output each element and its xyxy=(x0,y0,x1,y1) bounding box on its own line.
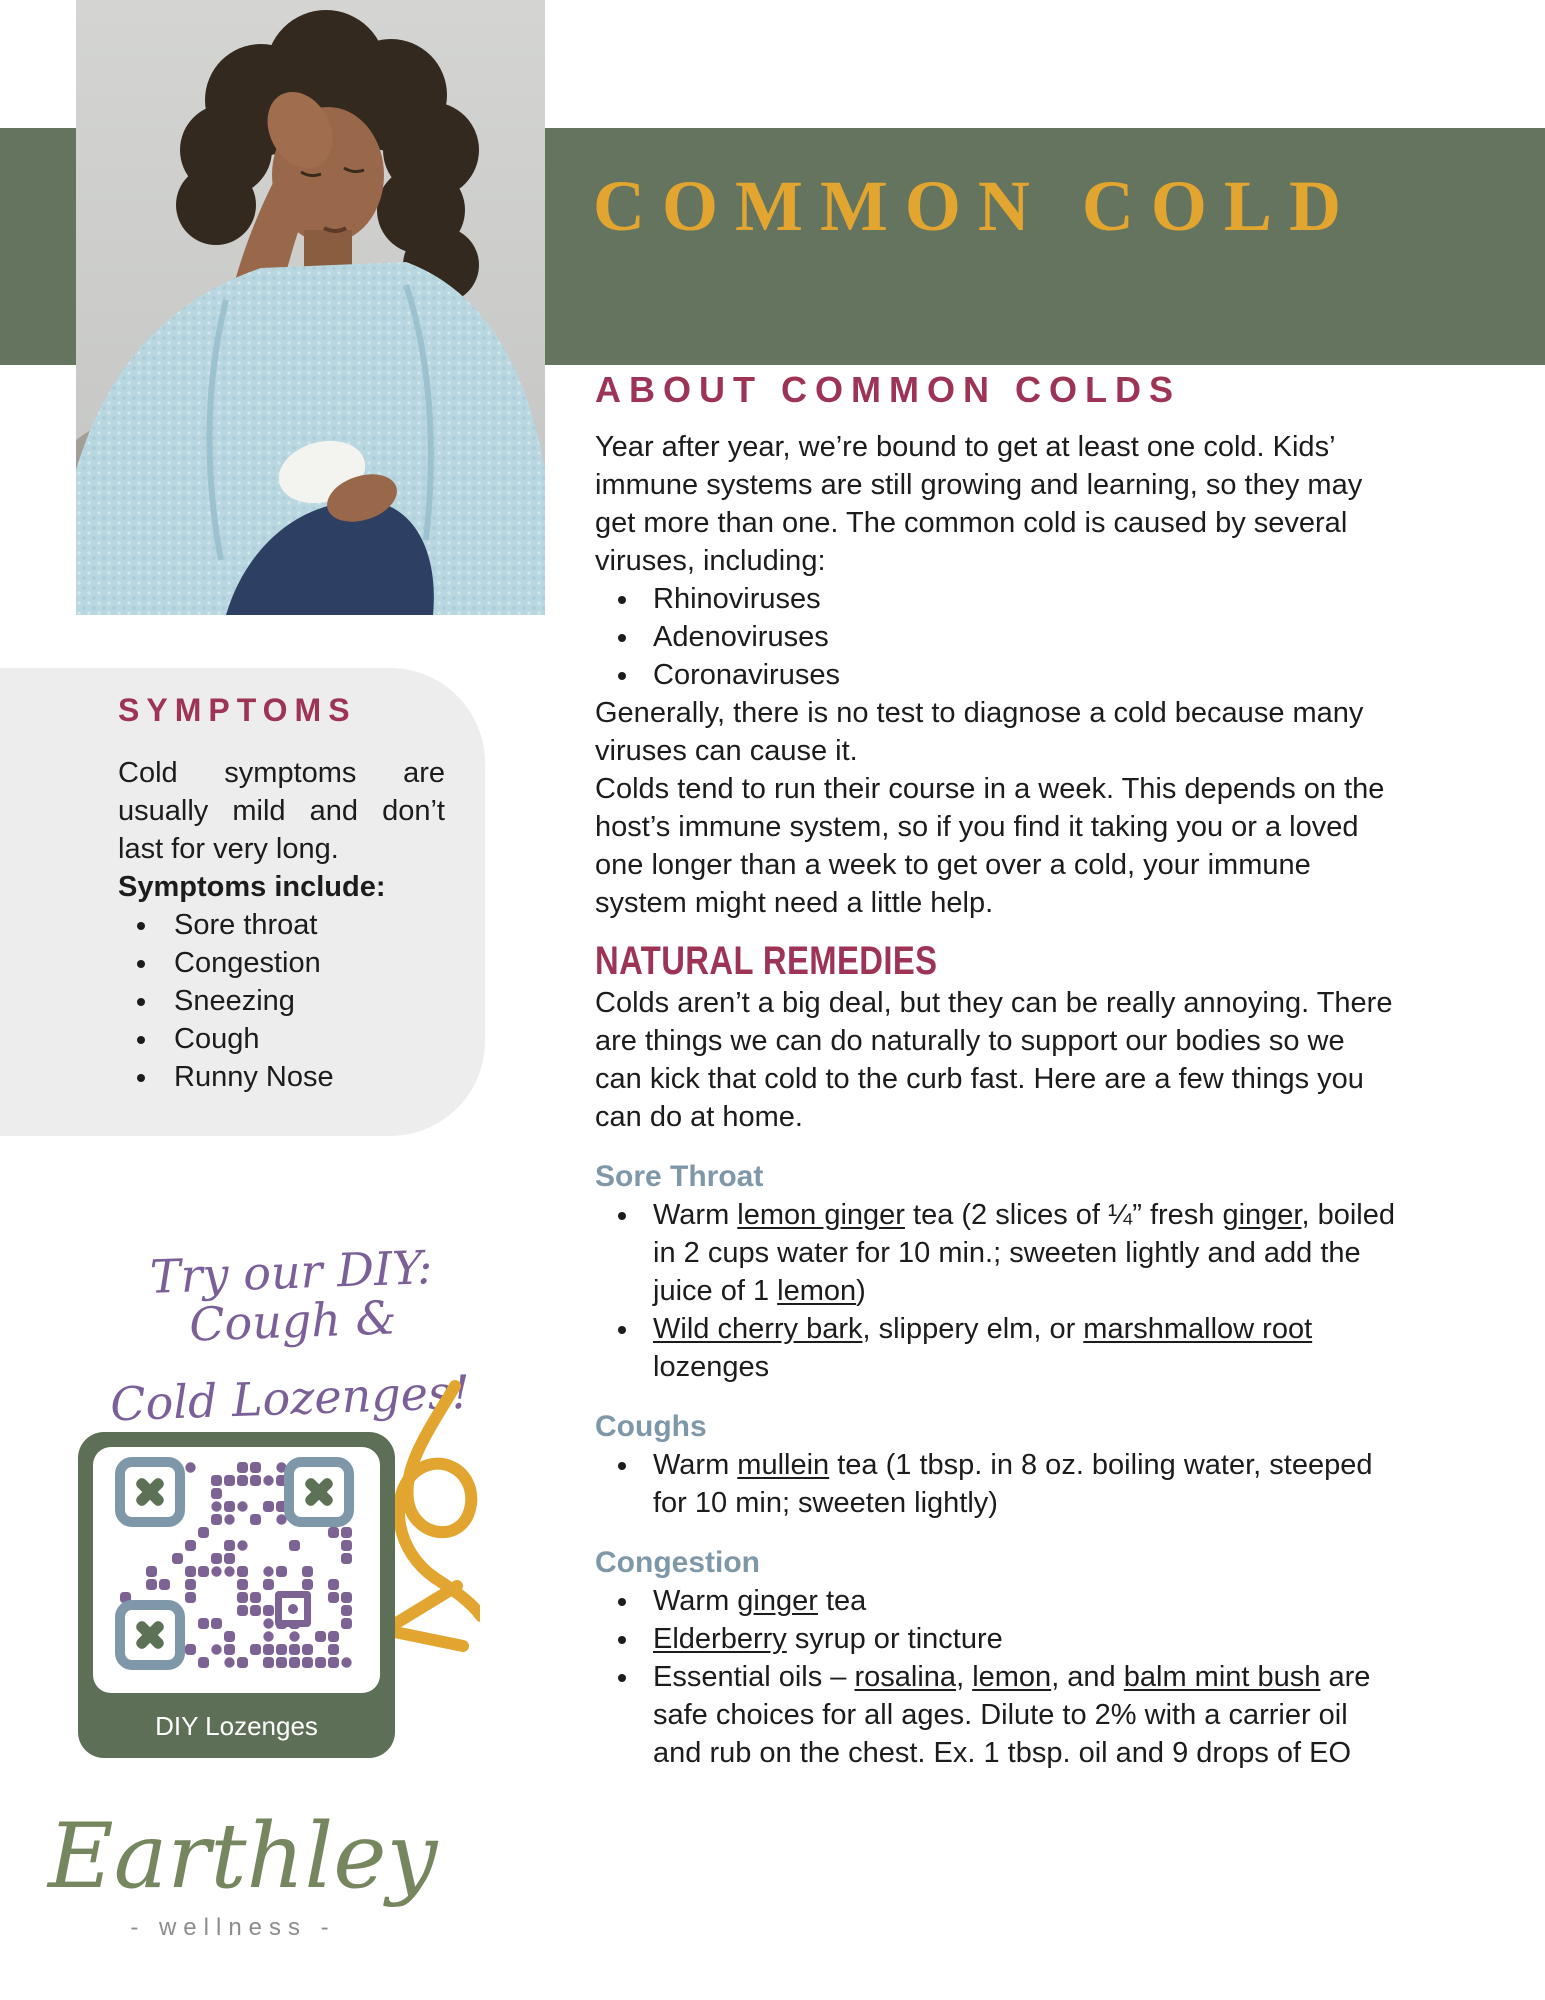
remedy-subheading: Coughs xyxy=(595,1410,707,1443)
plain-text: Essential oils – xyxy=(653,1661,855,1693)
qr-code xyxy=(93,1447,380,1693)
about-para2: Generally, there is no test to diagnose a cold because many viruses can cause it. xyxy=(595,697,1364,767)
remedy-sections xyxy=(595,1158,1395,1772)
diy-callout-line1: Try our DIY: Cough & xyxy=(149,1240,434,1352)
plain-text: , boiled in 2 cups water for 10 min.; sweeten lightly and add the juice of 1 xyxy=(653,1199,1395,1307)
about-intro: Year after year, we’re bound to get at least one cold. Kids’ immune systems are still growing and learning, so they may get more than one. The common cold is caused by several viruses, including: xyxy=(595,431,1363,577)
symptom-item: • Cough xyxy=(160,1020,445,1058)
symptoms-panel xyxy=(0,668,485,1136)
about-heading: ABOUT COMMON COLDS xyxy=(595,369,1181,410)
remedy-list xyxy=(595,1196,1395,1386)
symptom-item: • Congestion xyxy=(160,944,445,982)
qr-card xyxy=(78,1432,395,1758)
remedy-item xyxy=(641,1310,1395,1386)
qr-code-frame xyxy=(93,1447,380,1693)
plain-text: , xyxy=(956,1661,973,1693)
inline-link[interactable]: rosalina xyxy=(854,1661,957,1693)
inline-link[interactable]: mullein xyxy=(737,1449,830,1481)
remedy-subheading: Sore Throat xyxy=(595,1160,764,1193)
plain-text: , and xyxy=(1051,1661,1124,1693)
plain-text: Warm xyxy=(653,1449,738,1481)
symptom-item: • Sneezing xyxy=(160,982,445,1020)
plain-text: , slippery elm, or xyxy=(862,1313,1084,1345)
symptom-item: • Runny Nose xyxy=(160,1058,445,1096)
remedy-item xyxy=(641,1620,1395,1658)
symptom-item: • Sore throat xyxy=(160,906,445,944)
inline-link[interactable]: marshmallow root xyxy=(1083,1313,1313,1345)
remedy-list xyxy=(595,1582,1395,1772)
symptoms-heading: SYMPTOMS xyxy=(118,692,357,728)
page-title: COMMON COLD xyxy=(593,166,1358,246)
symptom-list xyxy=(118,906,445,1096)
virus-list xyxy=(595,580,1395,694)
plain-text: tea xyxy=(817,1585,867,1617)
sick-woman-photo xyxy=(76,0,545,615)
qr-caption: DIY Lozenges xyxy=(155,1711,318,1741)
inline-link[interactable]: Wild cherry bark xyxy=(653,1313,863,1345)
photo-illustration xyxy=(76,0,545,615)
plain-text: ) xyxy=(856,1275,866,1307)
symptoms-include-label: Symptoms include: xyxy=(118,871,386,903)
inline-link[interactable]: Elderberry xyxy=(653,1623,787,1655)
plain-text: tea (1 tbsp. in 8 oz. boiling water, steeped for 10 min; sweeten lightly) xyxy=(653,1449,1373,1519)
remedy-list xyxy=(595,1446,1395,1522)
remedy-item xyxy=(641,1582,1395,1620)
main-column xyxy=(595,368,1395,1772)
plain-text: lozenges xyxy=(653,1351,770,1383)
virus-item: • Coronaviruses xyxy=(641,656,1395,694)
remedy-subheading: Congestion xyxy=(595,1546,760,1579)
inline-link[interactable]: ginger xyxy=(737,1585,818,1617)
diy-callout-line2: Cold Lozenges! xyxy=(109,1364,471,1431)
plain-text: Warm xyxy=(653,1199,738,1231)
inline-link[interactable]: ginger xyxy=(1222,1199,1302,1231)
virus-item: • Adenoviruses xyxy=(641,618,1395,656)
remedy-item xyxy=(641,1446,1395,1522)
logo-tagline: - wellness - xyxy=(130,1914,336,1941)
remedies-intro: Colds aren’t a big deal, but they can be really annoying. There are things we can do naturally to support our bodies so we can kick that cold to the curb fast. Here are a few things you can do at home. xyxy=(595,987,1393,1133)
symptoms-intro: Cold symptoms are usually mild and don’t last for very long. xyxy=(118,757,445,865)
virus-item: • Rhinoviruses xyxy=(641,580,1395,618)
inline-link[interactable]: balm mint bush xyxy=(1123,1661,1321,1693)
plain-text: tea (2 slices of ¼” fresh xyxy=(904,1199,1223,1231)
inline-link[interactable]: lemon xyxy=(777,1275,857,1307)
plain-text: are safe choices for all ages. Dilute to 2% with a carrier oil and rub on the chest. Ex. 1 tbsp. oil and 9 drops of EO xyxy=(653,1661,1371,1769)
remedy-item xyxy=(641,1658,1395,1772)
about-para3: Colds tend to run their course in a week. This depends on the host’s immune system, so if you find it taking you or a loved one longer than a week to get over a cold, your immune system might need a little help. xyxy=(595,773,1385,919)
plain-text: syrup or tincture xyxy=(786,1623,1003,1655)
plain-text: Warm xyxy=(653,1585,738,1617)
earthley-logo xyxy=(48,1804,438,1942)
logo-wordmark: Earthley xyxy=(48,1804,438,1909)
inline-link[interactable]: lemon ginger xyxy=(737,1199,905,1231)
remedy-item xyxy=(641,1196,1395,1310)
remedies-heading: NATURAL REMEDIES xyxy=(595,939,938,983)
inline-link[interactable]: lemon xyxy=(972,1661,1052,1693)
